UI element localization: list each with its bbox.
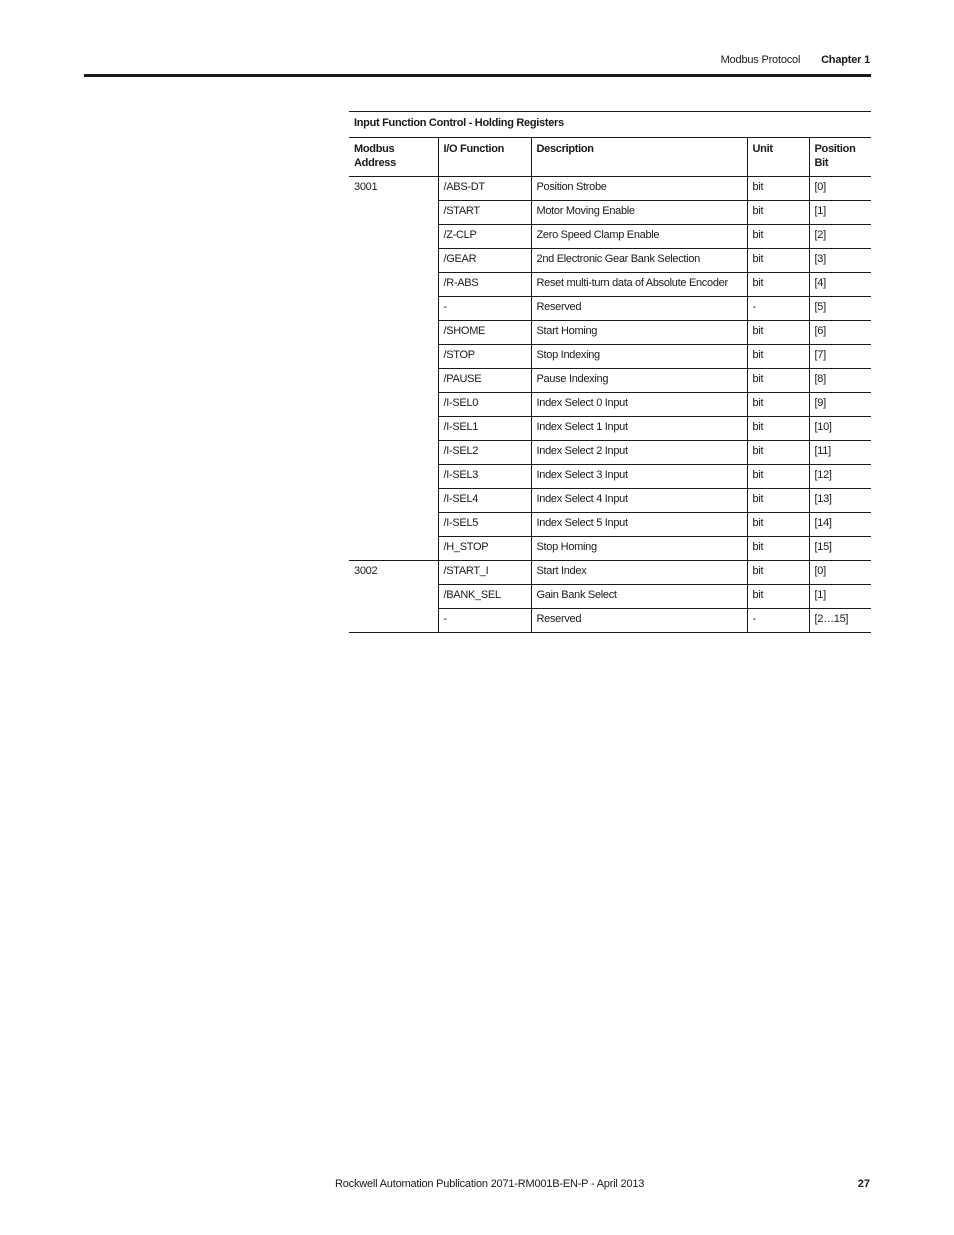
address-cell <box>349 609 438 633</box>
position-cell: [11] <box>809 441 871 465</box>
position-cell: [2] <box>809 225 871 249</box>
position-cell: [1] <box>809 201 871 225</box>
function-cell: /PAUSE <box>438 369 531 393</box>
address-cell <box>349 585 438 609</box>
position-cell: [13] <box>809 489 871 513</box>
description-cell: Gain Bank Select <box>531 585 747 609</box>
unit-cell: bit <box>747 441 809 465</box>
position-cell: [12] <box>809 465 871 489</box>
unit-cell: bit <box>747 249 809 273</box>
description-cell: Reserved <box>531 297 747 321</box>
address-cell <box>349 393 438 417</box>
description-cell: Position Strobe <box>531 177 747 201</box>
description-cell: Start Index <box>531 561 747 585</box>
function-cell: /START_I <box>438 561 531 585</box>
position-cell: [5] <box>809 297 871 321</box>
function-cell: - <box>438 609 531 633</box>
function-cell: /I-SEL2 <box>438 441 531 465</box>
table-row <box>349 537 871 561</box>
function-cell: /ABS-DT <box>438 177 531 201</box>
description-cell: 2nd Electronic Gear Bank Selection <box>531 249 747 273</box>
table-row <box>349 489 871 513</box>
address-cell <box>349 201 438 225</box>
function-cell: /BANK_SEL <box>438 585 531 609</box>
table-row <box>349 513 871 537</box>
function-cell: /STOP <box>438 345 531 369</box>
table-row <box>349 273 871 297</box>
function-cell: /I-SEL4 <box>438 489 531 513</box>
position-cell: [3] <box>809 249 871 273</box>
unit-cell: bit <box>747 489 809 513</box>
position-cell: [7] <box>809 345 871 369</box>
position-cell: [10] <box>809 417 871 441</box>
address-cell <box>349 513 438 537</box>
description-cell: Stop Indexing <box>531 345 747 369</box>
address-cell: 3001 <box>354 181 378 193</box>
column-header-position: Position Bit <box>809 138 871 177</box>
address-cell <box>349 537 438 561</box>
table-row <box>349 393 871 417</box>
description-cell: Index Select 2 Input <box>531 441 747 465</box>
function-cell: /R-ABS <box>438 273 531 297</box>
unit-cell: bit <box>747 369 809 393</box>
running-header <box>721 53 870 67</box>
function-cell: /I-SEL1 <box>438 417 531 441</box>
table-row <box>349 201 871 225</box>
header-rule <box>84 74 871 77</box>
address-cell <box>349 249 438 273</box>
description-cell: Index Select 1 Input <box>531 417 747 441</box>
table-row <box>349 297 871 321</box>
table-row <box>349 177 871 201</box>
unit-cell: bit <box>747 417 809 441</box>
publication-line: Rockwell Automation Publication 2071-RM001B-EN-P - April 2013 <box>335 1178 645 1190</box>
unit-cell: bit <box>747 585 809 609</box>
address-cell <box>349 297 438 321</box>
table-row <box>349 345 871 369</box>
address-cell <box>349 225 438 249</box>
position-cell: [6] <box>809 321 871 345</box>
position-cell: [1] <box>809 585 871 609</box>
table-row <box>349 609 871 633</box>
description-cell: Start Homing <box>531 321 747 345</box>
description-cell: Reserved <box>531 609 747 633</box>
position-cell: [9] <box>809 393 871 417</box>
description-cell: Reset multi-turn data of Absolute Encoder <box>531 273 747 297</box>
address-cell <box>349 417 438 441</box>
column-header-unit: Unit <box>747 138 809 177</box>
position-cell: [4] <box>809 273 871 297</box>
position-cell: [2…15] <box>809 609 871 633</box>
table-row <box>349 465 871 489</box>
function-cell: /I-SEL0 <box>438 393 531 417</box>
address-cell <box>349 345 438 369</box>
unit-cell: - <box>747 609 809 633</box>
page-number: 27 <box>857 1178 870 1190</box>
table-header-row <box>349 138 871 177</box>
description-cell: Index Select 3 Input <box>531 465 747 489</box>
function-cell: /H_STOP <box>438 537 531 561</box>
unit-cell: bit <box>747 177 809 201</box>
unit-cell: bit <box>747 345 809 369</box>
table-caption-row <box>349 112 871 138</box>
address-cell <box>349 441 438 465</box>
address-cell <box>349 369 438 393</box>
holding-registers-table <box>349 111 871 633</box>
address-cell <box>349 321 438 345</box>
description-cell: Stop Homing <box>531 537 747 561</box>
description-cell: Index Select 0 Input <box>531 393 747 417</box>
unit-cell: bit <box>747 273 809 297</box>
position-cell: [15] <box>809 537 871 561</box>
unit-cell: bit <box>747 225 809 249</box>
address-cell: 3002 <box>354 565 378 577</box>
function-cell: /START <box>438 201 531 225</box>
description-cell: Zero Speed Clamp Enable <box>531 225 747 249</box>
position-cell: [14] <box>809 513 871 537</box>
table-row <box>349 369 871 393</box>
position-cell: [8] <box>809 369 871 393</box>
table-row <box>349 585 871 609</box>
description-cell: Index Select 4 Input <box>531 489 747 513</box>
table-row <box>349 321 871 345</box>
table-row <box>349 561 871 585</box>
table-row <box>349 225 871 249</box>
function-cell: /I-SEL3 <box>438 465 531 489</box>
column-header-address: Modbus Address <box>349 138 438 177</box>
unit-cell: bit <box>747 465 809 489</box>
column-header-function: I/O Function <box>438 138 531 177</box>
position-cell: [0] <box>809 561 871 585</box>
unit-cell: bit <box>747 201 809 225</box>
description-cell: Motor Moving Enable <box>531 201 747 225</box>
description-cell: Pause Indexing <box>531 369 747 393</box>
unit-cell: bit <box>747 513 809 537</box>
function-cell: /GEAR <box>438 249 531 273</box>
function-cell: /SHOME <box>438 321 531 345</box>
column-header-description: Description <box>531 138 747 177</box>
table-caption: Input Function Control - Holding Registers <box>349 112 871 138</box>
address-cell <box>349 489 438 513</box>
function-cell: - <box>438 297 531 321</box>
table-row <box>349 417 871 441</box>
position-cell: [0] <box>809 177 871 201</box>
unit-cell: bit <box>747 537 809 561</box>
table-body <box>349 177 871 633</box>
unit-cell: bit <box>747 561 809 585</box>
function-cell: /Z-CLP <box>438 225 531 249</box>
unit-cell: - <box>747 297 809 321</box>
function-cell: /I-SEL5 <box>438 513 531 537</box>
address-cell <box>349 273 438 297</box>
description-cell: Index Select 5 Input <box>531 513 747 537</box>
unit-cell: bit <box>747 393 809 417</box>
table-row <box>349 249 871 273</box>
table-row <box>349 441 871 465</box>
unit-cell: bit <box>747 321 809 345</box>
chapter-label: Chapter 1 <box>821 54 870 66</box>
address-cell <box>349 465 438 489</box>
section-title: Modbus Protocol <box>720 54 801 66</box>
